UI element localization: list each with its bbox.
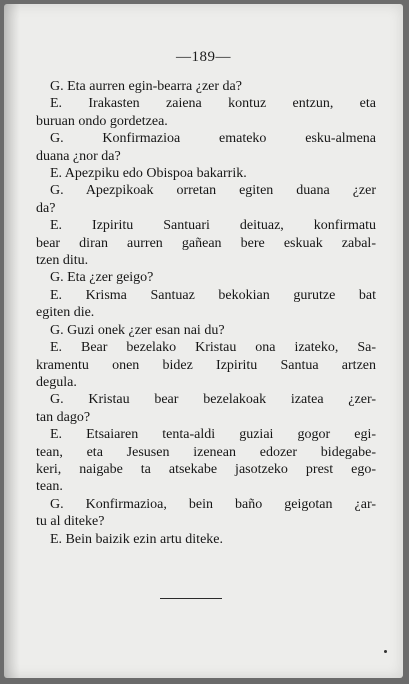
text-line: G. Kristau bear bezelakoak izatea ¿zer- <box>50 392 376 408</box>
dialogue-entry <box>36 165 376 182</box>
end-rule <box>160 598 222 599</box>
text-line: degula. <box>36 374 77 390</box>
text-line: duana ¿nor da? <box>36 148 121 164</box>
dialogue-entry <box>36 322 376 339</box>
text-line: buruan ondo gordetzea. <box>36 113 168 129</box>
text-line: E. Irakasten zaiena kontuz entzun, eta <box>50 96 376 112</box>
text-line: E. Apezpiku edo Obispoa bakarrik. <box>50 166 247 182</box>
dialogue-entry <box>36 78 376 95</box>
text-line: egiten die. <box>36 305 95 321</box>
text-line: keri, naigabe ta atsekabe jasotzeko prest ego- <box>36 461 376 477</box>
page-number: —189— <box>176 49 231 65</box>
text-line: tean. <box>36 479 63 495</box>
text-line: G. Eta ¿zer geigo? <box>50 270 154 286</box>
dialogue-entry <box>36 269 376 286</box>
dialogue-entry <box>36 217 376 269</box>
gutter-shadow <box>4 4 20 678</box>
text-line: G. Konfirmazioa, bein baño geigotan ¿ar- <box>50 496 376 512</box>
text-line: G. Eta aurren egin-bearra ¿zer da? <box>50 79 242 94</box>
dialogue-text <box>36 78 376 548</box>
text-line: bear diran aurren gañean bere eskuak zabal- <box>36 235 376 251</box>
text-line: E. Etsaiaren tenta-aldi guziai gogor egi- <box>50 427 376 443</box>
text-line: kramentu onen bidez Izpiritu Santua artzen <box>36 357 376 373</box>
text-line: G. Guzi onek ¿zer esan nai du? <box>50 322 225 338</box>
text-line: E. Bein baizik ezin artu diteke. <box>50 531 223 547</box>
dialogue-entry <box>36 95 376 130</box>
dialogue-entry <box>36 531 376 548</box>
dialogue-entry <box>36 130 376 165</box>
text-line: E. Bear bezelako Kristau ona izateko, Sa- <box>50 340 376 356</box>
book-page <box>4 4 403 678</box>
ink-speck <box>384 650 387 653</box>
text-line: da? <box>36 200 56 216</box>
text-line: G. Apezpikoak orretan egiten duana ¿zer <box>50 183 376 199</box>
text-line: G. Konfirmazioa emateko esku-almena <box>50 131 376 147</box>
dialogue-entry <box>36 339 376 391</box>
text-line: E. Krisma Santuaz bekokian gurutze bat <box>50 287 376 303</box>
dialogue-entry <box>36 287 376 322</box>
dialogue-entry <box>36 182 376 217</box>
dialogue-entry <box>36 496 376 531</box>
text-line: tan dago? <box>36 409 91 425</box>
text-line: tzen ditu. <box>36 253 89 269</box>
dialogue-entry <box>36 426 376 496</box>
dialogue-entry <box>36 391 376 426</box>
text-line: E. Izpiritu Santuari deituaz, konfirmatu <box>50 218 376 234</box>
text-line: tean, eta Jesusen izenean edozer bidegabe- <box>36 444 376 460</box>
text-line: tu al diteke? <box>36 514 105 530</box>
